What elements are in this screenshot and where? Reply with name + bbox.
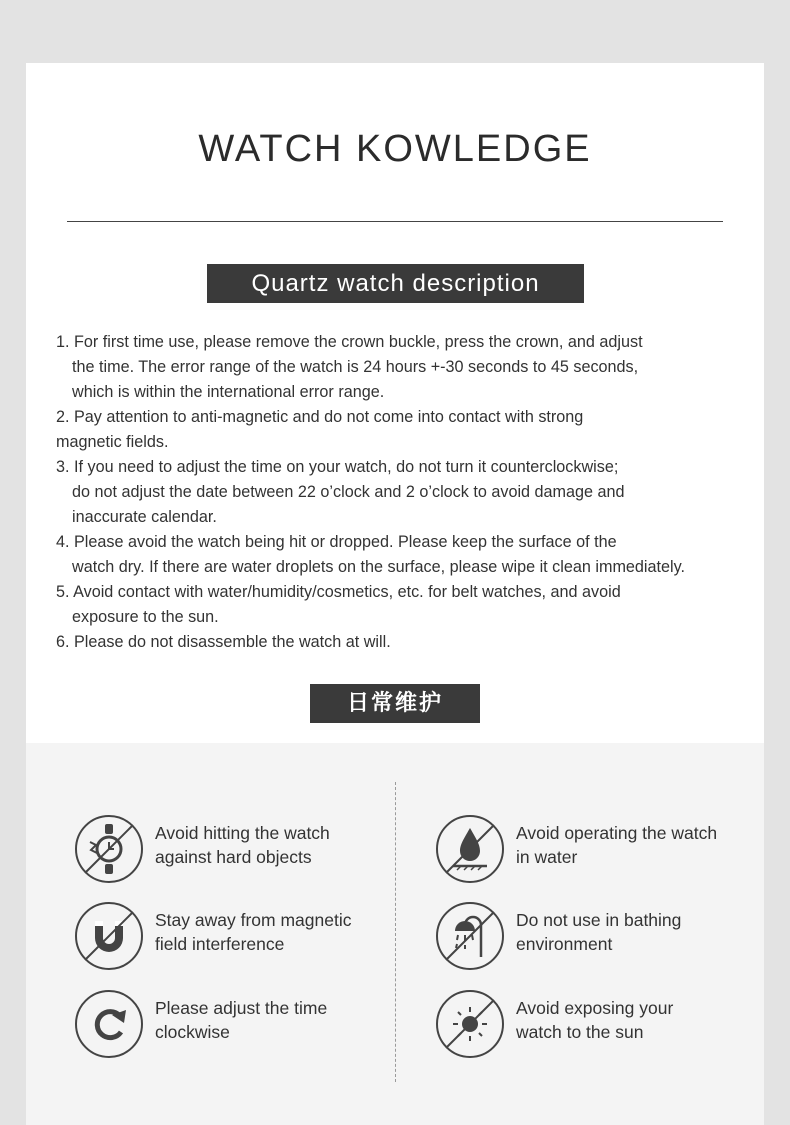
note-line: 6. Please do not disassemble the watch at will. [56, 633, 391, 651]
note-line: 2. Pay attention to anti-magnetic and do not come into contact with strong [56, 408, 584, 426]
no-sun-icon [435, 989, 505, 1059]
note-line: 1. For first time use, please remove the crown buckle, press the crown, and adjust [56, 333, 643, 351]
clockwise-icon [74, 989, 144, 1059]
no-water-icon [435, 814, 505, 884]
note-line: 4. Please avoid the watch being hit or dropped. Please keep the surface of the [56, 533, 617, 551]
title-divider [67, 221, 723, 222]
care-item-line: field interference [155, 934, 285, 954]
no-impact-icon [74, 814, 144, 884]
daily-care-heading: 日常维护 [310, 684, 480, 723]
care-item-text [155, 996, 385, 1044]
care-item-text [155, 821, 385, 869]
care-item-line: Avoid hitting the watch [155, 823, 330, 843]
no-shower-icon [435, 901, 505, 971]
page-title: WATCH KOWLEDGE [198, 128, 592, 170]
care-item-text [516, 996, 746, 1044]
care-item-line: environment [516, 934, 613, 954]
note-line: exposure to the sun. [72, 608, 219, 626]
care-item-line: Avoid exposing your [516, 998, 674, 1018]
note-line: 3. If you need to adjust the time on your watch, do not turn it counterclockwise; [56, 458, 619, 476]
note-line: inaccurate calendar. [72, 508, 217, 526]
care-item-line: Do not use in bathing [516, 910, 682, 930]
quartz-notes [56, 330, 766, 655]
note-line: the time. The error range of the watch is 24 hours +-30 seconds to 45 seconds, [72, 358, 639, 376]
note-line: watch dry. If there are water droplets on the surface, please wipe it clean immediately. [72, 558, 686, 576]
no-magnet-icon [74, 901, 144, 971]
care-column-divider [395, 782, 396, 1082]
note-line: do not adjust the date between 22 o’clock and 2 o’clock to avoid damage and [72, 483, 625, 501]
note-line: 5. Avoid contact with water/humidity/cosmetics, etc. for belt watches, and avoid [56, 583, 621, 601]
care-item-text [155, 908, 385, 956]
care-item-text [516, 821, 746, 869]
quartz-section-heading: Quartz watch description [207, 264, 584, 303]
care-item-line: in water [516, 847, 578, 867]
care-item-line: clockwise [155, 1022, 230, 1042]
care-item-line: against hard objects [155, 847, 312, 867]
care-item-line: Avoid operating the watch [516, 823, 718, 843]
note-line: which is within the international error range. [72, 383, 385, 401]
care-item-line: Please adjust the time [155, 998, 328, 1018]
care-item-line: Stay away from magnetic [155, 910, 352, 930]
note-line: magnetic fields. [56, 433, 169, 451]
care-item-text [516, 908, 746, 956]
care-item-line: watch to the sun [516, 1022, 644, 1042]
